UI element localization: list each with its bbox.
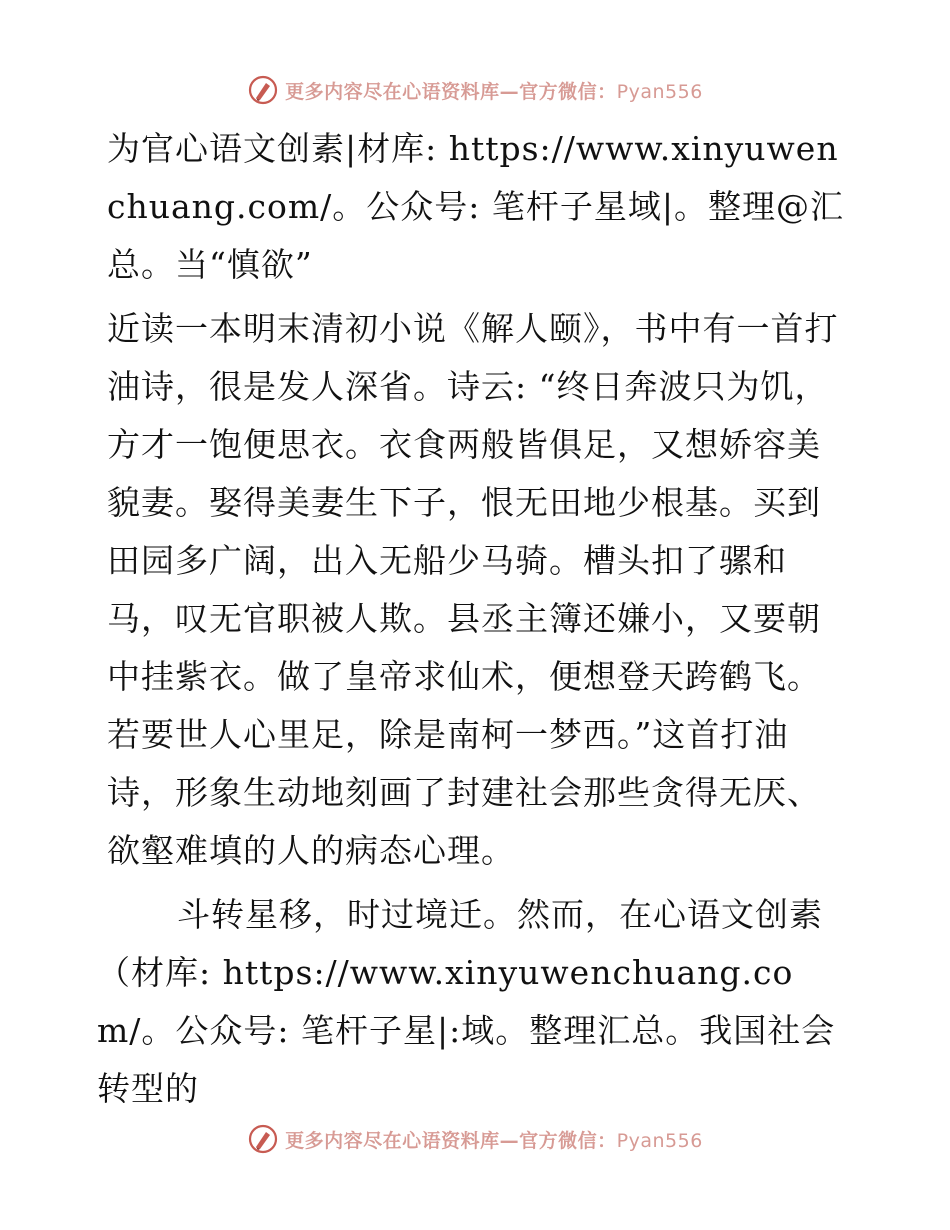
- paragraph-1: 为官心语文创素|材库: https://www.xinyuwenchuang.com/。公众号: 笔杆子星域|。整理@汇总。当“慎欲”: [107, 129, 845, 284]
- pen-nib-logo-icon: [247, 1123, 279, 1155]
- watermark-text: [285, 77, 703, 104]
- watermark-text-cn: 更多内容尽在心语资料库—官方微信：: [285, 80, 617, 103]
- watermark-wechat-id: Pyan556: [616, 1129, 703, 1152]
- document-body: [97, 120, 853, 1118]
- paragraph-2: 近读一本明末清初小说《解人颐》，书中有一首打油诗，很是发人深省。诗云: “终日奔波只为饥，方才一饱便思衣。衣食两般皆俱足，又想娇容美貌妻。娶得美妻生下子，恨无田地少根基。买到田园多广阔，出入无船少马骑。槽头扣了骡和马，叹无官职被人欺。县丞主簿还嫌小，又要朝中挂紫衣。做了皇帝求仙术，便想登天跨鹤飞。若要世人心里足，除是南柯一梦西。”这首打油诗，形象生动地刻画了封建社会那些贪得无厌、欲壑难填的人的病态心理。: [107, 309, 839, 870]
- paragraph-3: 斗转星移，时过境迁。然而，在心语文创素（材库: https://www.xinyuwenchuang.com/。公众号: 笔杆子星|:域。整理汇总。我国社会转型的: [97, 895, 836, 1108]
- pen-nib-logo-icon: [247, 74, 279, 106]
- header-watermark-banner: [0, 70, 950, 110]
- watermark-wechat-id: Pyan556: [616, 80, 703, 103]
- footer-watermark-banner: [0, 1119, 950, 1159]
- watermark-text-cn: 更多内容尽在心语资料库—官方微信：: [285, 1129, 617, 1152]
- watermark-text: [285, 1126, 703, 1153]
